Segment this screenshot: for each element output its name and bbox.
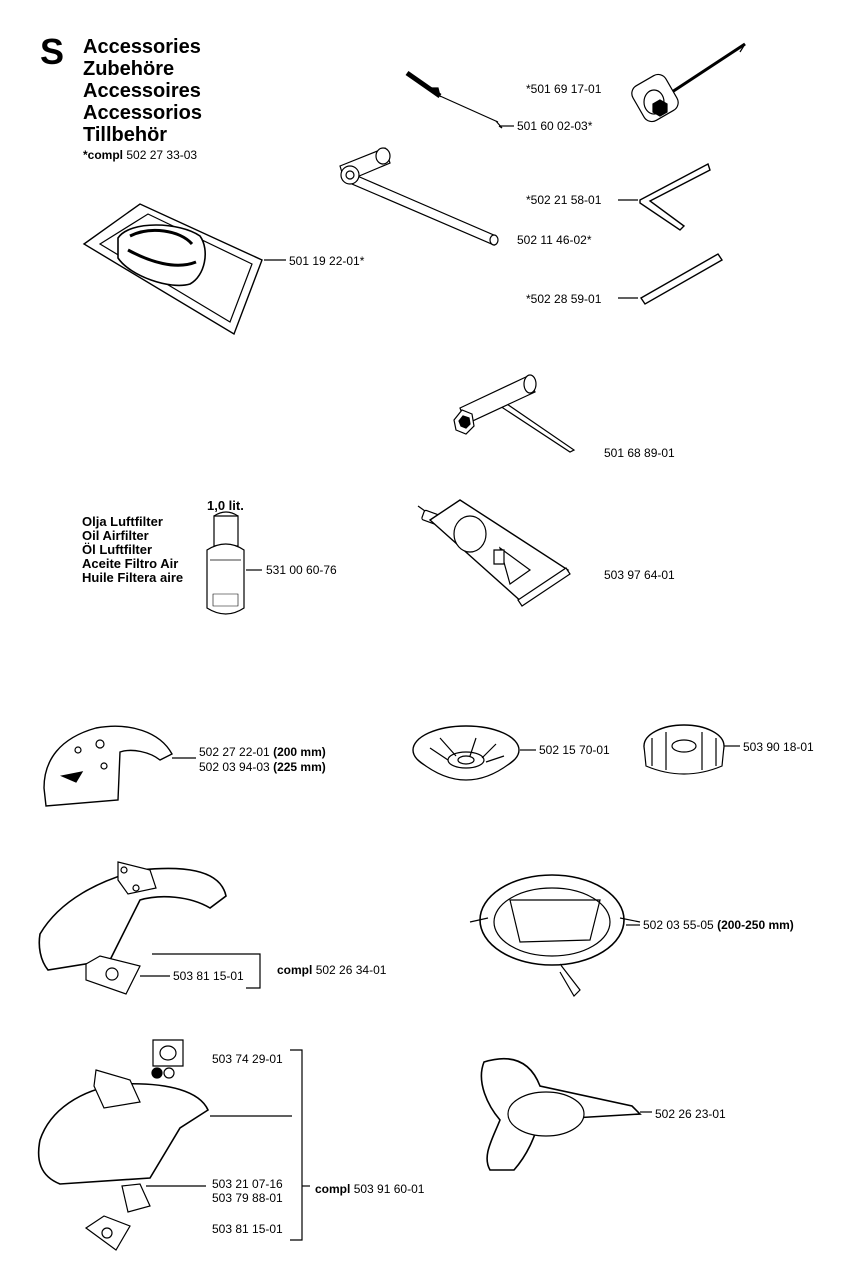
screwdriver-illustration bbox=[407, 73, 514, 128]
part-size: (200 mm) bbox=[273, 745, 326, 759]
part-number: 503 97 64-01 bbox=[604, 568, 675, 582]
part-size: (225 mm) bbox=[273, 760, 326, 774]
blade-guard-small-illustration bbox=[44, 726, 196, 806]
part-number: 501 68 89-01 bbox=[604, 446, 675, 460]
part-number: 501 60 02-03* bbox=[517, 119, 593, 133]
part-number: 531 00 60-76 bbox=[266, 563, 337, 577]
oil-name: Oil Airfilter bbox=[82, 528, 149, 543]
section-letter: S bbox=[40, 31, 65, 72]
part-number: *502 28 59-01 bbox=[526, 292, 602, 306]
part-number: 503 91 60-01 bbox=[353, 1182, 425, 1196]
oil-name-list bbox=[82, 515, 183, 585]
part-number: 503 21 07-16 bbox=[212, 1177, 283, 1191]
part-number: 501 19 22-01* bbox=[289, 254, 365, 268]
part-number: 503 74 29-01 bbox=[212, 1052, 283, 1066]
oil-name: Aceite Filtro Air bbox=[82, 556, 179, 571]
part-number: 502 26 34-01 bbox=[315, 963, 387, 977]
compl-prefix: compl bbox=[315, 1182, 351, 1196]
grease-tube-illustration bbox=[418, 500, 570, 606]
part-number: 503 81 15-01 bbox=[212, 1222, 283, 1236]
part-number: 503 90 18-01 bbox=[743, 740, 814, 754]
combination-spanner-illustration bbox=[629, 44, 745, 125]
compl-part bbox=[315, 1182, 424, 1196]
compl-part bbox=[277, 963, 386, 977]
part-number: 502 03 55-05 bbox=[643, 918, 714, 932]
part-number: 502 27 22-01 bbox=[199, 745, 270, 759]
part-number: 503 81 15-01 bbox=[173, 969, 244, 983]
part-number-with-size bbox=[643, 918, 794, 932]
compl-number: 502 27 33-03 bbox=[126, 148, 198, 162]
oil-name: Huile Filtera aire bbox=[82, 570, 184, 585]
part-number: 502 03 94-03 bbox=[199, 760, 270, 774]
t-wrench-illustration bbox=[454, 375, 574, 452]
part-number: 502 11 46-02* bbox=[517, 233, 592, 247]
guard-assembly-illustration bbox=[39, 1040, 310, 1250]
compl-prefix: compl bbox=[277, 963, 313, 977]
title-fr: Accessoires bbox=[83, 80, 201, 102]
title-es: Accessorios bbox=[83, 102, 202, 124]
oil-name: Olja Luftfilter bbox=[82, 514, 163, 529]
title-de: Zubehöre bbox=[83, 58, 175, 80]
part-number: *502 21 58-01 bbox=[526, 193, 602, 207]
ring-guard-illustration bbox=[470, 875, 640, 996]
oil-bottle-illustration bbox=[207, 512, 262, 614]
part-number-with-size bbox=[199, 745, 326, 759]
allen-key-illustration bbox=[618, 164, 710, 230]
support-plate-illustration bbox=[481, 1059, 652, 1170]
part-size: (200-250 mm) bbox=[717, 918, 794, 932]
title-en: Accessories bbox=[83, 36, 201, 58]
thrust-cup-illustration bbox=[413, 726, 536, 780]
oil-name: Öl Luftfilter bbox=[82, 542, 153, 557]
socket-wrench-illustration bbox=[340, 148, 498, 245]
oil-volume: 1,0 lit. bbox=[207, 498, 244, 513]
part-number: 502 15 70-01 bbox=[539, 743, 610, 757]
harness-bag-illustration bbox=[84, 204, 286, 334]
pin-rod-illustration bbox=[618, 254, 722, 304]
head-cup-illustration bbox=[644, 725, 740, 774]
compl-prefix: *compl bbox=[83, 148, 124, 162]
part-number: 502 26 23-01 bbox=[655, 1107, 726, 1121]
part-number: *501 69 17-01 bbox=[526, 82, 602, 96]
part-number: 503 79 88-01 bbox=[212, 1191, 283, 1205]
part-number-with-size bbox=[199, 760, 326, 774]
title-sv: Tillbehör bbox=[83, 124, 168, 146]
